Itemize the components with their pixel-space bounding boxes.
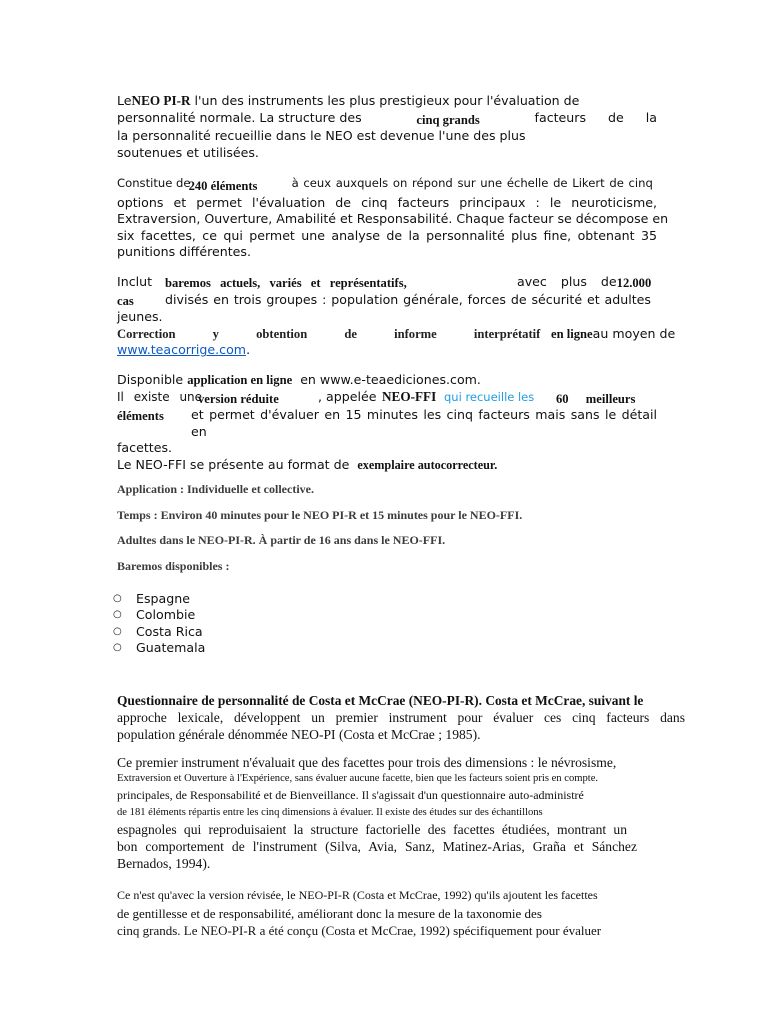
circle-bullet-icon: ○: [113, 609, 122, 621]
neo-pi-r-term: NEO PI-R: [131, 93, 191, 108]
baremos-heading: Baremos disponibles :: [117, 559, 230, 573]
correction-term: Correction y obtention de informe interprétatif: [117, 326, 541, 341]
autocorrector-term: exemplaire autocorrecteur.: [357, 457, 498, 472]
list-item: ○ Espagne: [113, 591, 190, 606]
list-item: ○ Colombie: [113, 607, 196, 623]
circle-bullet-icon: ○: [113, 593, 122, 604]
list-item: ○ Guatemala: [113, 639, 206, 655]
baremos-paragraph: Inclut baremos actuels, variés et représentatifs, avec plus de 12.000 cas divisés en trois groupes : population générale, forces de sécurité et adultes jeunes. Correction y obtention de informe interprétatif en ligne au moyen de www.teacorrige.com.: [117, 274, 676, 358]
country-list: [113, 591, 205, 656]
first-instrument-paragraph: Ce premier instrument n'évaluait que des facettes pour trois des dimensions : le névrosisme, Extraversion et Ouverture à l'Expérience, sans évaluer aucune facette, bien que les facteurs soient pris en compte. principales, de Responsabilité et de Bienveillance. Il s'agissait d'un questionnaire auto-administré de 181 éléments répartis entre les cinq dimensions à évaluer. Il existe des études sur des échantillons espagnoles qui reproduisaient la structure factorielle des facettes étudiées, montrant un bon comportement de l'instrument (Silva, Avia, Sanz, Matinez-Arias, Graña et Sánchez Bernados, 1994).: [117, 755, 637, 871]
neo-ffi-term: NEO-FFI: [382, 388, 437, 404]
short-version-term: version réduite: [198, 391, 279, 406]
composition-paragraph: Constitue de 240 éléments à ceux auxquels on répond sur une échelle de Likert de cinq options et permet l'évaluation de cinq facteurs principaux : le neuroticisme, Extraversion, Ouverture, Amabilité et Responsabilité. Chaque facteur se décompose en six facettes, ce qui permet une analyse de la personnalité plus fine, obtenant 35 punitions différentes.: [117, 176, 669, 260]
cinq-grands-term: cinq grands: [416, 112, 480, 127]
intro-line-1: LeNEO PI-R l'un des instruments les plus prestigieux pour l'évaluation de: [117, 93, 580, 108]
circle-bullet-icon: ○: [113, 641, 122, 653]
section-title: Questionnaire de personnalité de Costa et McCrae (NEO-PI-R). Costa et McCrae, suivant le: [117, 693, 644, 708]
online-app-term: application en ligne: [187, 373, 293, 387]
teacorrige-link[interactable]: www.teacorrige.com: [117, 342, 247, 358]
duration-info: Temps : Environ 40 minutes pour le NEO PI-R et 15 minutes pour le NEO-FFI.: [117, 508, 523, 522]
intro-line-2: personnalité normale. La structure des cinq grands facteurs de la: [117, 109, 657, 127]
revised-version-paragraph: Ce n'est qu'avec la version révisée, le NEO-PI-R (Costa et McCrae, 1992) qu'ils ajoutent les facettes de gentillesse et de responsabilité, améliorant donc la mesure de la taxonomie des cinq grands. Le NEO-PI-R a été conçu (Costa et McCrae, 1992) spécifiquement pour évaluer: [117, 888, 602, 938]
intro-paragraph: LeNEO PI-R l'un des instruments les plus prestigieux pour l'évaluation de personnalité normale. La structure des cinq grands facteurs de la la personnalité recueillie dans le NEO est devenue l'une des plus soutenues et utilisées.: [117, 93, 657, 160]
list-item: ○ Costa Rica: [113, 623, 203, 639]
age-info: Adultes dans le NEO-PI-R. À partir de 16 ans dans le NEO-FFI.: [117, 533, 446, 547]
availability-paragraph: Disponible application en ligne en www.e-teaediciones.com. Il existe une version réduite , appelée NEO-FFI qui recueille les 60 meilleurs éléments et permet d'évaluer en 15 minutes les cinq facteurs mais sans le détail en facettes. Le NEO-FFI se présente au format de exemplaire autocorrecteur.: [117, 372, 657, 472]
costa-mccrae-section: Questionnaire de personnalité de Costa et McCrae (NEO-PI-R). Costa et McCrae, suivant le approche lexicale, développent un premier instrument pour évaluer ces cinq facteurs dans population générale dénommée NEO-PI (Costa et McCrae ; 1985).: [117, 693, 685, 743]
application-info: Application : Individuelle et collective.: [117, 482, 314, 496]
circle-bullet-icon: ○: [113, 625, 122, 637]
items-count-term: 240 éléments: [188, 179, 258, 193]
